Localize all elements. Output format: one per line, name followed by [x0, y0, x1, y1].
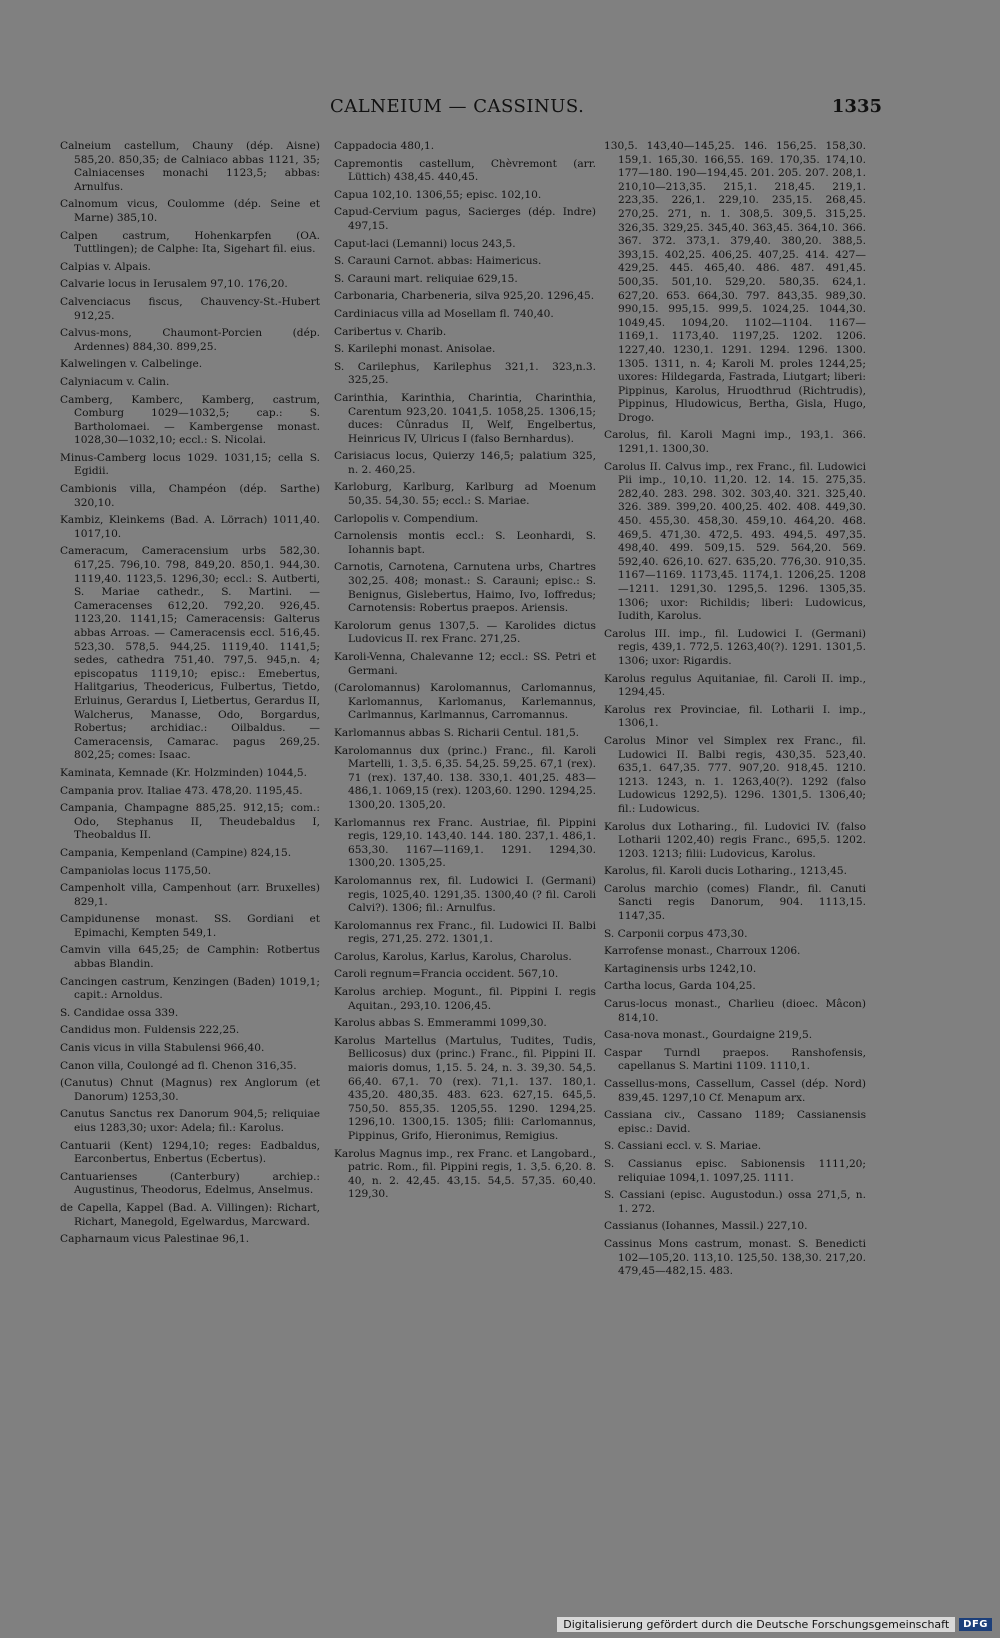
index-entry: Karolus dux Lotharing., fil. Ludovici IV. (falso Lotharii 1202,40) regis Franc., 695,5. 1202. 1203. 1213; filii: Ludovicus, Karolus.	[604, 820, 866, 860]
index-entry: Campania prov. Italiae 473. 478,20. 1195,45.	[60, 784, 303, 797]
index-entry: Minus-Camberg locus 1029. 1031,15; cella S. Egidii.	[60, 451, 320, 478]
column-left	[60, 140, 320, 1251]
index-entry: Caspar Turndl praepos. Ranshofensis, capellanus S. Martini 1109. 1110,1.	[604, 1046, 866, 1073]
index-entry: Carolus Minor vel Simplex rex Franc., fil. Ludowici II. Balbi regis, 430,35. 523,40. 635,1. 647,35. 777. 907,20. 918,45. 1210. 1213. 1243, n. 1. 1263,40(?). 1292 (falso Ludowicus 1292,5). 1296. 1301,5. 1306,40; fil.: Ludowicus.	[604, 734, 866, 815]
index-entry: Capua 102,10. 1306,55; episc. 102,10.	[334, 188, 542, 201]
index-entry: Carisiacus locus, Quierzy 146,5; palatium 325, n. 2. 460,25.	[334, 450, 596, 476]
index-entry: Calvus-mons, Chaumont-Porcien (dép. Ardennes) 884,30. 899,25.	[60, 327, 320, 353]
dfg-logo: DFG	[959, 1618, 992, 1631]
index-entry: Carolus II. Calvus imp., rex Franc., fil. Ludowici Pii imp., 10,10. 11,20. 12. 14. 15. 275,35. 282,40. 283. 298. 302. 303,40. 321. 325,40. 326. 389. 399,20. 400,25. 402. 408. 449,30. 450. 455,30. 458,30. 459,10. 464,20. 468. 469,5. 471,30. 472,5. 493. 494,5. 497,35. 498,40. 499. 509,15. 529. 564,20. 569. 592,40. 626,10. 627. 635,20. 776,30. 910,35. 1167—1169. 1173,45. 1174,1. 1206,25. 1208—1211. 1291,30. 1295,5. 1296. 1305,35. 1306; uxor: Richildis; liberi: Ludowicus, Iudith, Karolus.	[604, 460, 866, 623]
footer	[557, 1616, 992, 1632]
index-entry: Camvin villa 645,25; de Camphin: Rotbertus abbas Blandin.	[60, 944, 320, 971]
page-title: CALNEIUM — CASSINUS.	[330, 96, 585, 117]
index-entry: Caribertus v. Charib.	[334, 325, 447, 338]
index-entry: Campania, Kempenland (Campine) 824,15.	[60, 846, 292, 859]
index-entry: Carolus marchio (comes) Flandr., fil. Canuti Sancti regis Danorum, 904. 1113,15. 1147,35.	[604, 882, 866, 923]
index-entry: Kaminata, Kemnade (Kr. Holzminden) 1044,5.	[60, 766, 307, 779]
index-entry: (Canutus) Chnut (Magnus) rex Anglorum (et Danorum) 1253,30.	[60, 1077, 320, 1103]
index-entry: Kambiz, Kleinkems (Bad. A. Lörrach) 1011,40. 1017,10.	[60, 514, 320, 540]
index-entry: Calnomum vicus, Coulomme (dép. Seine et Marne) 385,10.	[60, 198, 320, 224]
index-entry: Camberg, Kamberc, Kamberg, castrum, Comburg 1029—1032,5; cap.: S. Bartholomaei. — Kambergense monast. 1028,30—1032,10; eccl.: S. Nicolai.	[60, 393, 320, 447]
index-entry: Calyniacum v. Calin.	[60, 375, 170, 388]
index-entry: Carnolensis montis eccl.: S. Leonhardi, S. Iohannis bapt.	[334, 530, 596, 556]
index-entry: Calneium castellum, Chauny (dép. Aisne) 585,20. 850,35; de Calniaco abbas 1121, 35; Calniacenses monachi 1123,5; abbas: Arnulfus.	[60, 140, 320, 193]
index-entry: Karolomannus rex Franc., fil. Ludowici II. Balbi regis, 271,25. 272. 1301,1.	[334, 919, 596, 946]
index-entry: Capud-Cervium pagus, Sacierges (dép. Indre) 497,15.	[334, 206, 596, 232]
index-entry: Karloburg, Karlburg, Karlburg ad Moenum 50,35. 54,30. 55; eccl.: S. Mariae.	[334, 481, 596, 508]
index-entry: Karolorum genus 1307,5. — Karolides dictus Ludovicus II. rex Franc. 271,25.	[334, 619, 596, 646]
index-entry: Calvenciacus fiscus, Chauvency-St.-Hubert 912,25.	[60, 295, 320, 322]
index-entry: Canis vicus in villa Stabulensi 966,40.	[60, 1042, 265, 1055]
index-entry: Carolus III. imp., fil. Ludowici I. (Germani) regis, 439,1. 772,5. 1263,40(?). 1291. 1301,5. 1306; uxor: Rigardis.	[604, 627, 866, 667]
index-entry: Cameracum, Cameracensium urbs 582,30. 617,25. 796,10. 798, 849,20. 850,1. 944,30. 1119,40. 1123,5. 1296,30; eccl.: S. Autberti, S. Mariae cathedr., S. Martini. — Cameracenses 612,20. 792,20. 926,45. 1123,20. 1141,15; Cameracensis: Galterus abbas Arroas. — Cameracensis eccl. 516,45. 523,30. 578,5. 944,25. 1119,40. 1141,5; sedes, cathedra 751,40. 797,5. 945,n. 4; episcopatus 1119,10; episc.: Emebertus, Halitgarius, Theodericus, Fulbertus, Tietdo, Erluinus, Gerardus I, Lietbertus, Gerardus II, Walcherus, Manasse, Odo, Borgardus, Robertus; archidiac.: Oilbaldus. — Cameracensis, Camarac. pagus 269,25. 802,25; comes: Isaac.	[60, 545, 320, 762]
index-entry: S. Karilephi monast. Anisolae.	[334, 343, 496, 356]
column-middle	[334, 140, 596, 1206]
index-entry: Canon villa, Coulongé ad fl. Chenon 316,35.	[60, 1059, 297, 1072]
index-entry: Karolomannus rex, fil. Ludowici I. (Germani) regis, 1025,40. 1291,35. 1300,40 (? fil. Caroli Calvi?). 1306; fil.: Arnulfus.	[334, 874, 596, 915]
index-entry: Cambionis villa, Champéon (dép. Sarthe) 320,10.	[60, 483, 320, 509]
index-entry: Capharnaum vicus Palestinae 96,1.	[60, 1233, 250, 1246]
index-entry: Carbonaria, Charbeneria, silva 925,20. 1296,45.	[334, 290, 595, 303]
index-entry: Cartha locus, Garda 104,25.	[604, 980, 756, 993]
index-entry: S. Cassianus episc. Sabionensis 1111,20; reliquiae 1094,1. 1097,25. 1111.	[604, 1157, 866, 1184]
index-entry: Karrofense monast., Charroux 1206.	[604, 945, 801, 958]
index-entry: Caput-laci (Lemanni) locus 243,5.	[334, 237, 516, 250]
page-number: 1335	[831, 96, 882, 117]
index-entry: Carus-locus monast., Charlieu (dioec. Mâcon) 814,10.	[604, 998, 866, 1024]
index-entry: Campenholt villa, Campenhout (arr. Bruxelles) 829,1.	[60, 882, 320, 908]
page-header	[0, 96, 1000, 122]
footer-credit: Digitalisierung gefördert durch die Deutsche Forschungsgemeinschaft	[557, 1617, 955, 1632]
index-entry: Carolus, Karolus, Karlus, Karolus, Charolus.	[334, 950, 572, 963]
index-entry: Campania, Champagne 885,25. 912,15; com.: Odo, Stephanus II, Theudebaldus I, Theobaldus II.	[60, 802, 320, 842]
index-entry: Cantuarii (Kent) 1294,10; reges: Eadbaldus, Earconbertus, Enbertus (Ecbertus).	[60, 1139, 320, 1166]
index-entry: Karolus regulus Aquitaniae, fil. Caroli II. imp., 1294,45.	[604, 672, 866, 699]
index-entry: Cardiniacus villa ad Mosellam fl. 740,40.	[334, 307, 554, 320]
index-entry: Candidus mon. Fuldensis 222,25.	[60, 1024, 240, 1037]
index-entry: Karlomannus abbas S. Richarii Centul. 181,5.	[334, 726, 580, 739]
index-entry: Karolus, fil. Karoli ducis Lotharing., 1213,45.	[604, 865, 847, 878]
index-entry: Karolomannus dux (princ.) Franc., fil. Karoli Martelli, 1. 3,5. 6,35. 54,25. 59,25. 67,1 (rex). 71 (rex). 137,40. 138. 330,1. 401,25. 483—486,1. 1069,15 (rex). 1203,60. 1290. 1294,25. 1300,20. 1305,20.	[334, 744, 596, 811]
index-entry: Karolus abbas S. Emmerammi 1099,30.	[334, 1017, 547, 1030]
index-entry: Kartaginensis urbs 1242,10.	[604, 962, 757, 975]
index-entry: Karolus Magnus imp., rex Franc. et Langobard., patric. Rom., fil. Pippini regis, 1. 3,5. 6,20. 8. 40, n. 2. 42,45. 43,15. 54,5. 57,35. 60,40. 129,30.	[334, 1147, 596, 1201]
index-entry: Karlomannus rex Franc. Austriae, fil. Pippini regis, 129,10. 143,40. 144. 180. 237,1. 486,1. 653,30. 1167—1169,1. 1291. 1294,30. 1300,20. 1305,25.	[334, 816, 596, 870]
index-entry: S. Candidae ossa 339.	[60, 1006, 179, 1019]
index-entry: de Capella, Kappel (Bad. A. Villingen): Richart, Richart, Manegold, Egelwardus, Marcward.	[60, 1201, 320, 1228]
index-entry: Campidunense monast. SS. Gordiani et Epimachi, Kempten 549,1.	[60, 913, 320, 939]
index-entry: Cantuarienses (Canterbury) archiep.: Augustinus, Theodorus, Edelmus, Anselmus.	[60, 1170, 320, 1197]
index-entry: Kalwelingen v. Calbelinge.	[60, 358, 203, 371]
index-entry: Calpias v. Alpais.	[60, 260, 151, 273]
index-entry: Karolus archiep. Mogunt., fil. Pippini I. regis Aquitan., 293,10. 1206,45.	[334, 986, 596, 1012]
index-entry: Carlopolis v. Compendium.	[334, 512, 479, 525]
index-entry: Karolus Martellus (Martulus, Tudites, Tudis, Bellicosus) dux (princ.) Franc., fil. Pippini II. maioris domus, 1,15. 5. 24, n. 3. 39,30. 54,5. 66,40. 67,1. 70 (rex). 71,1. 137. 180,1. 435,20. 480,35. 483. 623. 627,15. 645,5. 750,50. 855,35. 1205,55. 1290. 1294,25. 1296,10. 1300,15. 1305; filii: Carlomannus, Pippinus, Grifo, Hieronimus, Remigius.	[334, 1034, 596, 1142]
index-entry: Cassiana civ., Cassano 1189; Cassianensis episc.: David.	[604, 1109, 866, 1135]
index-entry: Casa-nova monast., Gourdaigne 219,5.	[604, 1029, 813, 1042]
index-entry: Cassinus Mons castrum, monast. S. Benedicti 102—105,20. 113,10. 125,50. 138,30. 217,20. 479,45—482,15. 483.	[604, 1237, 866, 1278]
index-entry: Calvarie locus in Ierusalem 97,10. 176,20.	[60, 278, 288, 291]
index-entry: Capremontis castellum, Chèvremont (arr. Lüttich) 438,45. 440,45.	[334, 157, 596, 184]
index-entry: Cappadocia 480,1.	[334, 140, 435, 152]
index-entry: Canutus Sanctus rex Danorum 904,5; reliquiae eius 1283,30; uxor: Adela; fil.: Karolus.	[60, 1108, 320, 1134]
index-entry: S. Carilephus, Karilephus 321,1. 323,n.3. 325,25.	[334, 360, 596, 387]
index-entry: Cassianus (Iohannes, Massil.) 227,10.	[604, 1220, 808, 1233]
index-entry: S. Cassiani eccl. v. S. Mariae.	[604, 1140, 762, 1153]
index-entry: 130,5. 143,40—145,25. 146. 156,25. 158,30. 159,1. 165,30. 166,55. 169. 170,35. 174,10. 177—180. 190—194,45. 201. 205. 207. 208,1. 210,10—213,35. 215,1. 218,45. 219,1. 223,35. 226,1. 229,10. 235,15. 268,45. 270,25. 271, n. 1. 308,5. 309,5. 315,25. 326,35. 329,25. 345,40. 363,45. 364,10. 366. 367. 372. 373,1. 379,40. 380,20. 388,5. 393,15. 402,25. 406,25. 407,25. 414. 427—429,25. 445. 465,40. 486. 487. 491,45. 500,35. 501,10. 529,20. 580,35. 624,1. 627,20. 653. 664,30. 797. 843,35. 989,30. 990,15. 995,15. 999,5. 1024,25. 1044,30. 1049,45. 1094,20. 1102—1104. 1167—1169,1. 1173,40. 1197,25. 1202. 1206. 1227,40. 1230,1. 1291. 1294. 1296. 1300. 1305. 1311, n. 4; Karoli M. proles 1244,25; uxores: Hildegarda, Fastrada, Liutgart; liberi: Pippinus, Karolus, Hruodthrud (Richtrudis), Pippinus, Hludowicus, Bertha, Gisla, Hugo, Drogo.	[604, 140, 866, 424]
index-entry: Karoli-Venna, Chalevanne 12; eccl.: SS. Petri et Germani.	[334, 651, 596, 677]
index-entry: Campaniolas locus 1175,50.	[60, 864, 212, 877]
index-entry: Karolus rex Provinciae, fil. Lotharii I. imp., 1306,1.	[604, 703, 866, 730]
index-entry: Calpen castrum, Hohenkarpfen (OA. Tuttlingen); de Calphe: Ita, Sigehart fil. eius.	[60, 229, 320, 256]
index-entry: Cancingen castrum, Kenzingen (Baden) 1019,1; capit.: Arnoldus.	[60, 975, 320, 1002]
index-entry: S. Carauni Carnot. abbas: Haimericus.	[334, 255, 542, 268]
index-entry: Carolus, fil. Karoli Magni imp., 193,1. 366. 1291,1. 1300,30.	[604, 429, 866, 456]
index-entry: S. Cassiani (episc. Augustodun.) ossa 271,5, n. 1. 272.	[604, 1189, 866, 1215]
index-entry: Caroli regnum=Francia occident. 567,10.	[334, 968, 559, 981]
index-entry: (Carolomannus) Karolomannus, Carlomannus, Karlomannus, Karlomanus, Karlemannus, Carlmannus, Karlmannus, Carromannus.	[334, 682, 596, 722]
index-entry: Carinthia, Karinthia, Charintia, Charinthia, Carentum 923,20. 1041,5. 1058,25. 1306,15; duces: Cûnradus II, Welf, Engelbertus, Heinricus IV, Ulricus I (falso Bernhardus).	[334, 391, 596, 445]
index-entry: Carnotis, Carnotena, Carnutena urbs, Chartres 302,25. 408; monast.: S. Carauni; episc.: S. Benignus, Gislebertus, Haimo, Ivo, Ioffredus; Carnotensis: Robertus praepos. Ariensis.	[334, 561, 596, 615]
column-right	[604, 140, 866, 1283]
index-entry: Cassellus-mons, Cassellum, Cassel (dép. Nord) 839,45. 1297,10 Cf. Menapum arx.	[604, 1078, 866, 1104]
index-entry: S. Carponii corpus 473,30.	[604, 927, 748, 940]
index-entry: S. Carauni mart. reliquiae 629,15.	[334, 272, 518, 285]
